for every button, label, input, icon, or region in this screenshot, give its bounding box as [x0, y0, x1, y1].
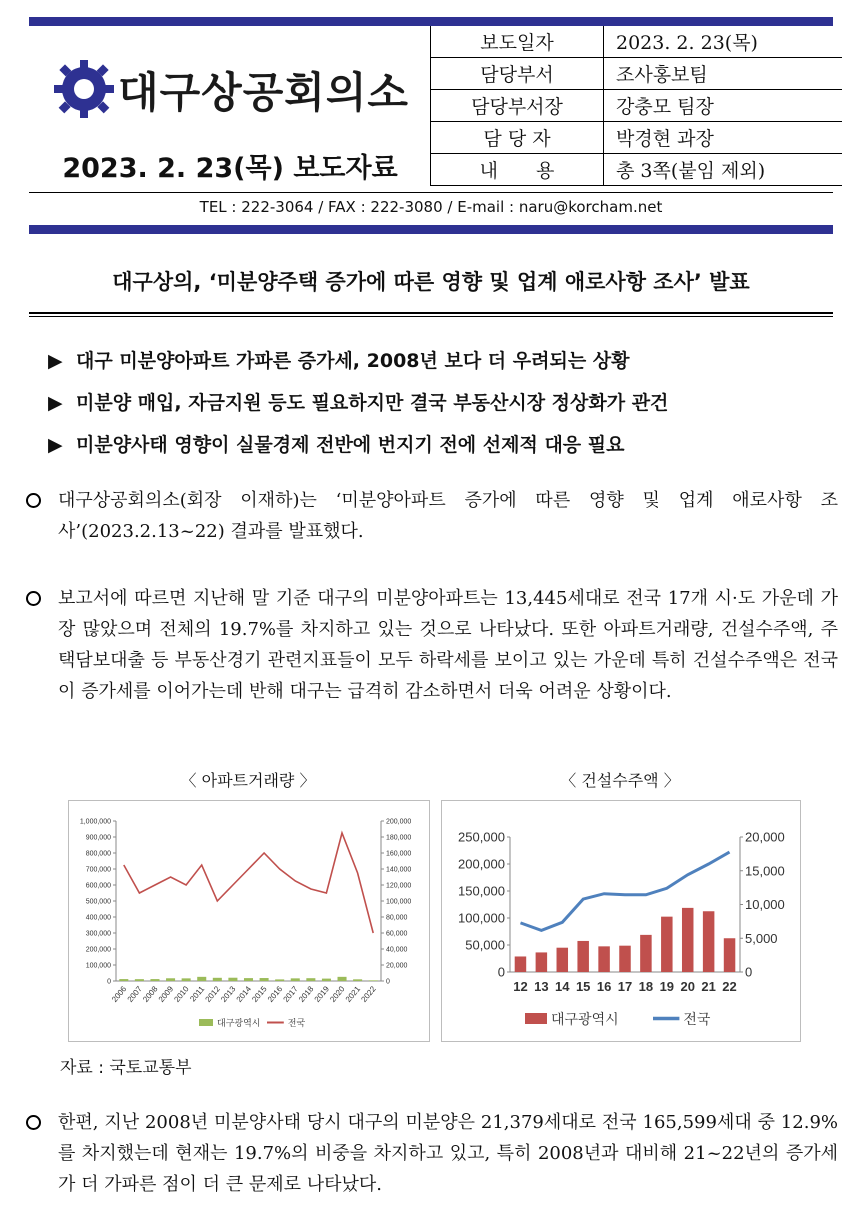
data-bar	[119, 979, 128, 981]
data-bar	[150, 979, 159, 981]
y-tick-label-left: 150,000	[458, 883, 505, 899]
x-tick-label: 20	[680, 979, 695, 994]
y-tick-label-left: 500,000	[85, 898, 111, 906]
y-tick-label-right: 80,000	[386, 914, 408, 922]
paragraph-text: 대구상공회의소(회장 이재하)는 ‘미분양아파트 증가에 따른 영향 및 업계 애로사항 조사’(2023.2.13~22) 결과를 발표했다.	[58, 490, 838, 542]
chamber-gear-logo-icon	[52, 58, 116, 120]
header-bottom-bar	[29, 225, 833, 234]
data-bar	[577, 941, 589, 972]
x-tick-label: 2008	[141, 984, 160, 1004]
y-tick-label-left: 200,000	[458, 856, 505, 872]
x-tick-label: 2019	[312, 984, 331, 1004]
circle-bullet-icon	[26, 591, 41, 606]
y-tick-label-left: 250,000	[458, 829, 505, 845]
info-value: 박경현 과장	[604, 122, 843, 154]
data-bar	[135, 979, 144, 981]
x-tick-label: 21	[701, 979, 716, 994]
legend-label: 전국	[287, 1019, 306, 1029]
y-tick-label-right: 0	[386, 978, 390, 986]
x-tick-label: 2018	[297, 984, 316, 1004]
data-bar	[682, 908, 694, 972]
body-paragraph	[26, 583, 838, 707]
x-tick-label: 13	[534, 979, 549, 994]
triangle-bullet-icon: ▶	[48, 434, 63, 456]
info-key: 보도일자	[431, 26, 604, 58]
summary-bullet	[48, 346, 630, 373]
y-tick-label-right: 0	[745, 964, 753, 980]
body-paragraph	[26, 1107, 838, 1200]
y-tick-label-left: 900,000	[85, 834, 111, 842]
y-tick-label-left: 0	[107, 978, 111, 986]
data-bar	[338, 977, 347, 981]
y-tick-label-left: 100,000	[458, 910, 505, 926]
y-tick-label-right: 40,000	[386, 946, 408, 954]
y-tick-label-right: 60,000	[386, 930, 408, 938]
data-bar	[166, 978, 175, 981]
x-tick-label: 2015	[250, 984, 269, 1004]
x-tick-label: 2012	[203, 984, 222, 1004]
y-tick-label-left: 600,000	[85, 882, 111, 890]
legend-swatch-bar	[199, 1019, 213, 1026]
data-bar	[291, 978, 300, 981]
data-line	[521, 852, 730, 930]
y-tick-label-left: 400,000	[85, 914, 111, 922]
y-tick-label-left: 800,000	[85, 850, 111, 858]
y-tick-label-right: 20,000	[386, 962, 408, 970]
data-bar	[515, 956, 527, 972]
data-bar	[724, 938, 736, 972]
x-tick-label: 2013	[219, 984, 238, 1004]
data-bar	[353, 979, 362, 981]
legend-label: 대구광역시	[551, 1012, 619, 1028]
y-tick-label-right: 15,000	[745, 863, 785, 879]
org-name: 대구상공회의소	[118, 68, 410, 117]
y-tick-label-right: 5,000	[745, 930, 778, 946]
data-bar	[369, 980, 378, 981]
x-tick-label: 2022	[359, 984, 378, 1004]
y-tick-label-left: 300,000	[85, 930, 111, 938]
x-tick-label: 2011	[188, 984, 207, 1004]
paragraph-text: 한편, 지난 2008년 미분양사태 당시 대구의 미분양은 21,379세대로 전국 165,599세대 중 12.9%를 차지했는데 현재는 19.7%의 비중을 차지하고 있고, 특히 2008년과 대비해 21~22년의 증가세가 더 가파른 점이 더 큰 문제로 나타났다.	[58, 1112, 838, 1195]
summary-bullet	[48, 430, 624, 457]
data-line	[124, 833, 373, 933]
data-bar	[228, 978, 237, 981]
info-key: 담당부서장	[431, 90, 604, 122]
chart-title: 〈 아파트거래량 〉	[180, 771, 316, 790]
y-tick-label-right: 140,000	[386, 866, 412, 874]
data-bar	[322, 979, 331, 981]
info-row	[431, 58, 843, 90]
circle-bullet-icon	[26, 1115, 41, 1130]
info-key: 내 용	[431, 154, 604, 186]
headline-rule	[29, 316, 833, 317]
data-bar	[536, 952, 548, 972]
legend-swatch-bar	[525, 1013, 547, 1024]
x-tick-label: 15	[575, 979, 591, 994]
x-tick-label: 2017	[281, 984, 300, 1004]
y-tick-label-left: 1,000,000	[79, 818, 111, 826]
y-tick-label-left: 0	[497, 964, 505, 980]
y-tick-label-right: 160,000	[386, 850, 412, 858]
x-tick-label: 18	[638, 979, 654, 994]
triangle-bullet-icon: ▶	[48, 392, 63, 414]
construction-orders-chart	[441, 800, 801, 1042]
y-tick-label-right: 120,000	[386, 882, 412, 890]
x-tick-label: 2014	[234, 984, 254, 1004]
bullet-text: 미분양사태 영향이 실물경제 전반에 번지기 전에 선제적 대응 필요	[76, 434, 625, 456]
y-tick-label-left: 700,000	[85, 866, 111, 874]
x-tick-label: 12	[513, 979, 528, 994]
info-value: 총 3쪽(붙임 제외)	[604, 154, 843, 186]
x-tick-label: 2006	[109, 984, 129, 1004]
info-row	[431, 122, 843, 154]
data-bar	[640, 935, 652, 972]
data-bar	[260, 978, 269, 981]
data-bar	[306, 978, 315, 981]
y-tick-label-right: 100,000	[386, 898, 412, 906]
data-bar	[197, 977, 206, 981]
data-bar	[557, 948, 569, 972]
data-bar	[703, 911, 715, 972]
data-bar	[598, 946, 610, 972]
summary-bullet	[48, 388, 668, 415]
info-row	[431, 26, 843, 58]
chart-title: 〈 건설수주액 〉	[560, 771, 680, 790]
x-tick-label: 2007	[125, 984, 144, 1004]
info-value: 2023. 2. 23(목)	[604, 26, 843, 58]
data-bar	[661, 917, 673, 972]
info-value: 강충모 팀장	[604, 90, 843, 122]
y-tick-label-right: 20,000	[745, 829, 785, 845]
x-tick-label: 2010	[172, 984, 191, 1004]
y-tick-label-left: 100,000	[85, 962, 111, 970]
headline: 대구상의, ‘미분양주택 증가에 따른 영향 및 업계 애로사항 조사’ 발표	[112, 270, 750, 294]
chart2-svg	[442, 801, 800, 1041]
data-source: 자료 : 국토교통부	[60, 1058, 192, 1078]
info-value: 조사홍보팀	[604, 58, 843, 90]
data-bar	[275, 979, 284, 981]
data-bar	[182, 978, 191, 981]
bullet-text: 대구 미분양아파트 가파른 증가세, 2008년 보다 더 우려되는 상황	[76, 350, 630, 372]
legend-label: 전국	[683, 1012, 711, 1028]
info-key: 담 당 자	[431, 122, 604, 154]
press-release-date: 2023. 2. 23(목) 보도자료	[62, 153, 398, 184]
contact-line: TEL : 222-3064 / FAX : 222-3080 / E-mail : naru@korcham.net	[199, 198, 663, 216]
x-tick-label: 17	[617, 979, 633, 994]
x-tick-label: 14	[555, 979, 570, 994]
x-tick-label: 22	[722, 979, 737, 994]
data-bar	[619, 946, 631, 972]
x-tick-label: 2021	[343, 984, 363, 1004]
y-tick-label-left: 50,000	[465, 937, 505, 953]
circle-bullet-icon	[26, 493, 41, 508]
info-row	[431, 90, 843, 122]
x-tick-label: 2020	[328, 984, 347, 1004]
release-info-table	[430, 26, 842, 186]
header-top-bar	[29, 17, 833, 26]
data-bar	[244, 978, 253, 981]
info-key: 담당부서	[431, 58, 604, 90]
legend-label: 대구광역시	[217, 1019, 261, 1029]
triangle-bullet-icon: ▶	[48, 350, 63, 372]
bullet-text: 미분양 매입, 자금지원 등도 필요하지만 결국 부동산시장 정상화가 관건	[76, 392, 669, 414]
info-row	[431, 154, 843, 186]
x-tick-label: 2016	[265, 984, 285, 1004]
data-bar	[213, 978, 222, 981]
x-tick-label: 2009	[156, 984, 176, 1004]
x-tick-label: 19	[659, 979, 675, 994]
headline-rule	[29, 312, 833, 314]
body-paragraph	[26, 485, 838, 547]
y-tick-label-right: 180,000	[386, 834, 412, 842]
y-tick-label-right: 10,000	[745, 897, 785, 913]
chart1-svg	[69, 801, 429, 1041]
apartment-transactions-chart	[68, 800, 430, 1042]
paragraph-text: 보고서에 따르면 지난해 말 기준 대구의 미분양아파트는 13,445세대로 전국 17개 시·도 가운데 가장 많았으며 전체의 19.7%를 차지하고 있는 것으로 나타났다. 또한 아파트거래량, 건설수주액, 주택담보대출 등 부동산경기 관련지표들이 모두 하락세를 보이고 있는 가운데 특히 건설수주액은 전국이 증가세를 이어가는데 반해 대구는 급격히 감소하면서 더욱 어려운 상황이다.	[58, 588, 838, 702]
x-tick-label: 16	[596, 979, 612, 994]
y-tick-label-left: 200,000	[85, 946, 111, 954]
y-tick-label-right: 200,000	[386, 818, 412, 826]
